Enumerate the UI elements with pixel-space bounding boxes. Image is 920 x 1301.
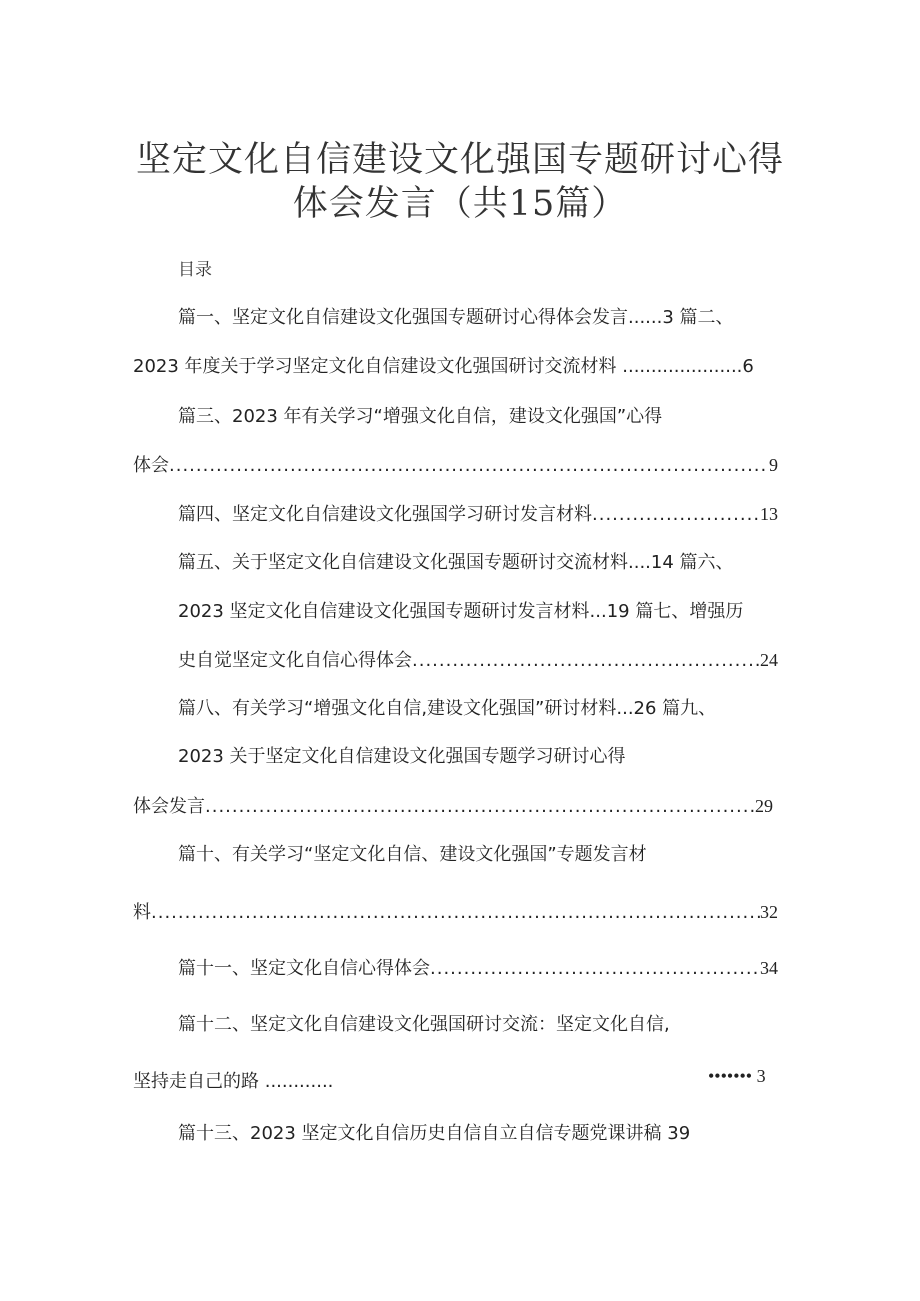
toc-entry-text: 体会 (133, 455, 169, 476)
toc-entry-3-cont[interactable] (133, 453, 778, 478)
toc-entry-text: 史自觉坚定文化自信心得体会 (178, 650, 412, 671)
toc-entry-7[interactable] (178, 648, 778, 673)
toc-heading: 目录 (178, 260, 212, 280)
toc-entry-6[interactable]: 2023 坚定文化自信建设文化强国专题研讨发言材料...19 篇七、增强历 (178, 601, 744, 622)
toc-page-number: 24 (760, 650, 778, 670)
toc-entry-1[interactable]: 篇一、坚定文化自信建设文化强国专题研讨心得体会发言......3 篇二、 (178, 307, 734, 328)
toc-entry-5[interactable]: 篇五、关于坚定文化自信建设文化强国专题研讨交流材料....14 篇六、 (178, 552, 734, 573)
toc-entry-12[interactable]: 篇十二、坚定文化自信建设文化强国研讨交流：坚定文化自信, (178, 1014, 670, 1035)
toc-entry-10[interactable]: 篇十、有关学习“坚定文化自信、建设文化强国”专题发言材 (178, 844, 647, 865)
toc-entry-9-cont[interactable] (133, 794, 773, 819)
toc-page-number: 34 (760, 958, 778, 978)
leader-dots (169, 454, 769, 478)
document-title-line-1: 坚定文化自信建设文化强国专题研讨心得 (135, 140, 784, 180)
toc-entry-11[interactable] (178, 956, 778, 981)
toc-page-number: 29 (755, 796, 773, 816)
toc-page-number: ••••••• 3 (708, 1066, 766, 1086)
toc-entry-8[interactable]: 篇八、有关学习“增强文化自信,建设文化强国”研讨材料...26 篇九、 (178, 698, 717, 719)
toc-entry-text: 篇十一、坚定文化自信心得体会 (178, 958, 430, 979)
toc-page-number: 9 (769, 455, 778, 475)
toc-entry-text: 料 (133, 902, 151, 923)
leader-dots (151, 901, 760, 925)
leader-dots (592, 503, 760, 527)
toc-page-number: 13 (760, 504, 778, 524)
leader-dots (205, 795, 755, 819)
toc-entry-text: 体会发言 (133, 796, 205, 817)
toc-entry-3[interactable]: 篇三、2023 年有关学习“增强文化自信，建设文化强国”心得 (178, 406, 663, 427)
toc-entry-12-cont[interactable]: 坚持走自己的路 ............ (133, 1071, 334, 1092)
toc-entry-2[interactable]: 2023 年度关于学习坚定文化自信建设文化强国研讨交流材料 .....................6 (133, 356, 754, 377)
toc-page-number: 32 (760, 902, 778, 922)
toc-entry-4[interactable] (178, 502, 778, 527)
leader-dots (430, 957, 760, 981)
leader-dots (412, 649, 760, 673)
toc-entry-10-cont[interactable] (133, 900, 778, 925)
toc-entry-text: 篇四、坚定文化自信建设文化强国学习研讨发言材料 (178, 504, 592, 525)
document-title-line-2: 体会发言（共15篇） (292, 184, 628, 224)
toc-entry-9[interactable]: 2023 关于坚定文化自信建设文化强国专题学习研讨心得 (178, 746, 626, 767)
toc-entry-13[interactable]: 篇十三、2023 坚定文化自信历史自信自立自信专题党课讲稿 39 (178, 1123, 691, 1144)
